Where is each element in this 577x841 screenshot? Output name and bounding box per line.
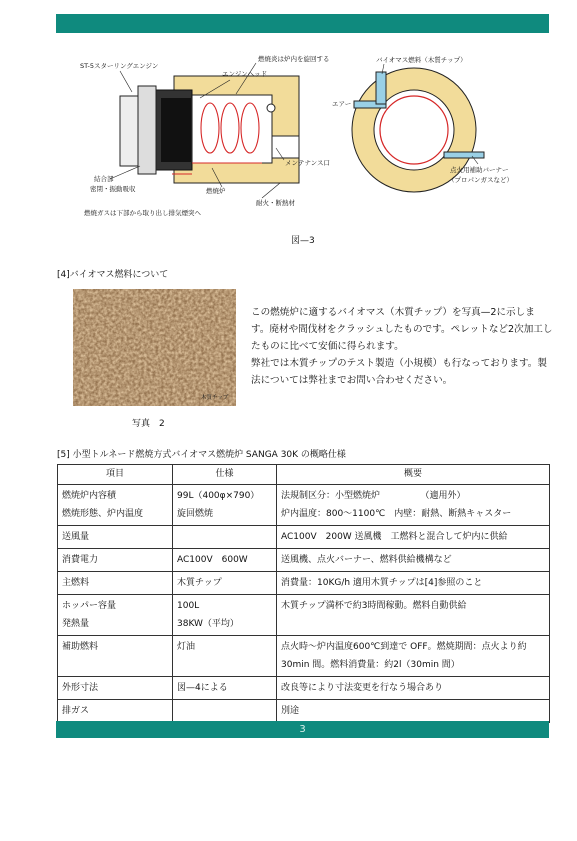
table-row — [58, 595, 550, 636]
cell-spec — [173, 700, 277, 723]
maintenance-port — [272, 136, 299, 158]
label-burner-2: （プロパンガスなど） — [448, 176, 513, 184]
cell-spec: AC100V 600W — [173, 549, 277, 572]
label-flame: 燃焼炎は炉内を旋回する — [258, 55, 330, 63]
cell-spec: 99L（400φ×790） 旋回燃焼 — [173, 485, 277, 526]
label-joint-1: 結合部 — [94, 175, 114, 183]
cell-desc: 消費量：10KG/h 適用木質チップは[4]参照のこと — [277, 572, 550, 595]
label-head: エンジンヘッド — [222, 70, 268, 78]
furnace-diagram — [80, 48, 330, 223]
label-furnace: 燃焼炉 — [206, 187, 226, 195]
table-row — [58, 677, 550, 700]
cell-desc: 点火時〜炉内温度600℃到達で OFF。燃焼期間：点火より約30min 間。燃料消費量：約2l（30min 間） — [277, 636, 550, 677]
section4-text — [251, 304, 553, 389]
cell-item: ホッパー容量 発熱量 — [58, 595, 173, 636]
cell-item: 主燃料 — [58, 572, 173, 595]
spec-table — [57, 464, 550, 723]
engine-core — [161, 98, 191, 162]
cell-desc: 法規制区分：小型燃焼炉 （適用外） 炉内温度：800〜1100℃ 内壁：耐熱、断熱キャスター — [277, 485, 550, 526]
cell-desc: AC100V 200W 送風機 工燃料と混合して炉内に供給 — [277, 526, 550, 549]
cell-spec: 灯油 — [173, 636, 277, 677]
fuel-chute — [376, 72, 386, 104]
label-insul: 耐火・断熱材 — [256, 199, 295, 207]
cell-item: 排ガス — [58, 700, 173, 723]
wood-chip-photo — [73, 289, 236, 406]
label-exhaust: 燃焼ガスは下部から取り出し排気煙突へ — [84, 209, 201, 217]
header-item: 項目 — [58, 465, 173, 485]
burner-nozzle — [444, 152, 484, 158]
engine-cylinder — [120, 96, 138, 166]
fuel-inlet-icon — [267, 104, 275, 112]
cell-item: 補助燃料 — [58, 636, 173, 677]
cell-desc: 別途 — [277, 700, 550, 723]
header-band — [56, 14, 549, 33]
section4-paragraph-2: 弊社では木質チップのテスト製造（小規模）も行なっております。製法については弊社までお問い合わせください。 — [251, 358, 547, 386]
footer-band — [56, 721, 549, 738]
label-joint-2: 密閉・振動吸収 — [90, 185, 136, 193]
table-header-row — [58, 465, 550, 485]
wood-chip-texture — [73, 289, 236, 406]
cross-section-diagram — [332, 52, 532, 207]
page-number: 3 — [299, 724, 306, 735]
table-row — [58, 485, 550, 526]
cell-spec: 100L 38KW（平均） — [173, 595, 277, 636]
table-row — [58, 700, 550, 723]
section5-heading: [5] 小型トルネード燃焼方式バイオマス燃焼炉 SANGA 30K の概略仕様 — [57, 450, 346, 460]
cell-spec: 図—4による — [173, 677, 277, 700]
cell-spec — [173, 526, 277, 549]
cell-item: 燃焼炉内容積 燃焼形態、炉内温度 — [58, 485, 173, 526]
label-air: エアー — [332, 100, 352, 108]
cell-desc: 木質チップ満杯で約3時間稼動。燃料自動供給 — [277, 595, 550, 636]
section4-paragraph-1: この燃焼炉に適するバイオマス（木質チップ）を写真—2に示します。廃材や間伐材をクラッシュしたものです。ペレットなど2次加工したものに比べて安価に得られます。 — [251, 307, 553, 352]
cell-desc: 改良等により寸法変更を行なう場合あり — [277, 677, 550, 700]
cell-item: 外形寸法 — [58, 677, 173, 700]
cell-item: 消費電力 — [58, 549, 173, 572]
cell-spec: 木質チップ — [173, 572, 277, 595]
table-row — [58, 526, 550, 549]
label-engine: ST-5スターリングエンジン — [80, 62, 159, 70]
table-row — [58, 572, 550, 595]
section4-heading: [4]バイオマス燃料について — [57, 270, 169, 280]
label-burner-1: 点火用補助バーナー — [450, 166, 509, 174]
photo-label: 木質チップ — [201, 395, 229, 401]
cell-desc: 送風機、点火バーナー、燃料供給機構など — [277, 549, 550, 572]
label-fuel: バイオマス燃料（木質チップ） — [376, 56, 467, 64]
figure-caption: 図—3 — [291, 236, 315, 246]
table-row — [58, 636, 550, 677]
label-maint: メンテナンス口 — [285, 159, 330, 167]
header-desc: 概要 — [277, 465, 550, 485]
joint-plate — [138, 86, 156, 174]
cell-item: 送風量 — [58, 526, 173, 549]
table-row — [58, 549, 550, 572]
photo-caption: 写真 2 — [132, 419, 165, 429]
header-spec: 仕様 — [173, 465, 277, 485]
